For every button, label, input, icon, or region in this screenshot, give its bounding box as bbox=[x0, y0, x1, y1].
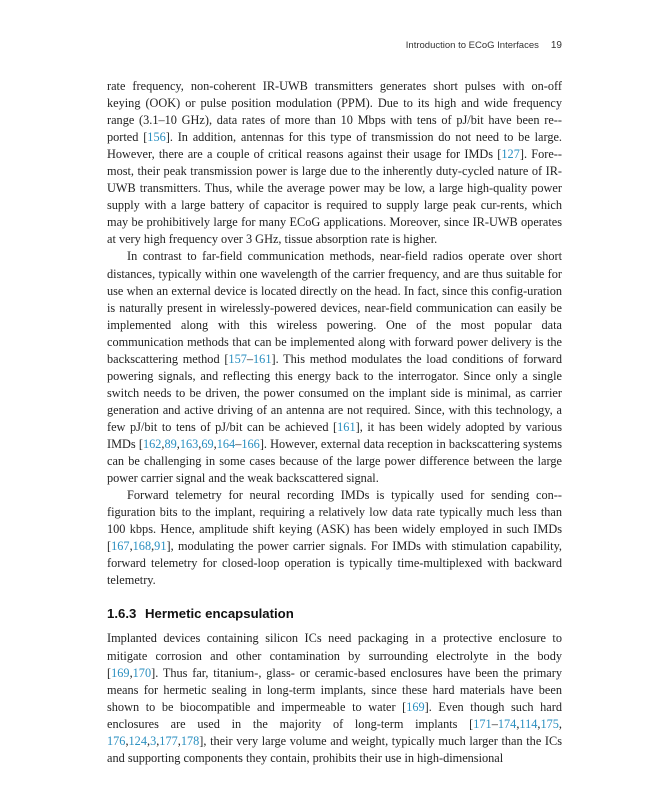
paragraph bbox=[107, 487, 562, 589]
paragraph-text: , bbox=[213, 436, 217, 451]
citation-link[interactable]: 69 bbox=[201, 436, 214, 451]
paragraph-text: ], their very large volume and weight, typically much larger than the ICs and supporting components they contain, prohibits their use in high-dimensional bbox=[107, 733, 562, 765]
body-text bbox=[107, 78, 562, 767]
citation-link[interactable]: 171 bbox=[473, 716, 492, 731]
citation-link[interactable]: 169 bbox=[406, 699, 425, 714]
paragraph-text: , bbox=[516, 716, 520, 731]
citation-link[interactable]: 3 bbox=[150, 733, 157, 748]
paragraph-text: – bbox=[235, 436, 242, 451]
paragraph-text: , bbox=[129, 665, 133, 680]
citation-link[interactable]: 168 bbox=[132, 539, 152, 554]
citation-link[interactable]: 170 bbox=[132, 665, 152, 680]
citation-link[interactable]: 91 bbox=[154, 539, 167, 554]
citation-link[interactable]: 127 bbox=[501, 147, 520, 162]
paragraph-text: ], modulating the power carrier signals. For IMDs with stimulation capability, forward telemetry for closed-loop operation is typically time-multiplexed with backward telemetry. bbox=[107, 539, 562, 588]
running-title: Introduction to ECoG Interfaces bbox=[405, 40, 539, 51]
paragraph-text: ]. However, external data reception in backscattering systems can be challenging in some cases because of the large power difference between the large power carrier signal and the weak backscattered signal. bbox=[107, 436, 562, 486]
paragraph bbox=[107, 248, 562, 487]
citation-link[interactable]: 157 bbox=[228, 351, 247, 366]
paragraph-text: , bbox=[558, 716, 562, 731]
citation-link[interactable]: 156 bbox=[147, 130, 166, 145]
paragraph-text: ], it has been widely adopted by various IMDs [ bbox=[107, 419, 562, 451]
paragraph-text: , bbox=[161, 436, 165, 451]
citation-link[interactable]: 114 bbox=[519, 716, 538, 731]
paragraph-text: , bbox=[177, 733, 181, 748]
paragraph-text: – bbox=[491, 716, 498, 731]
paragraph-text: ]. This method modulates the load conditions of forward powering signals, and reflecting this energy back to the interrogator. Since only a single switch needs to be driven, the power consumed on the implant side is minimal, as carrier generation and active driving of an antenna are not required. Since, with this technology, a few pJ/bit to tens of pJ/bit can be achieved [ bbox=[107, 351, 562, 434]
citation-link[interactable]: 89 bbox=[164, 436, 177, 451]
page-number: 19 bbox=[550, 40, 562, 51]
citation-link[interactable]: 177 bbox=[159, 733, 178, 748]
citation-link[interactable]: 161 bbox=[337, 419, 356, 434]
citation-link[interactable]: 124 bbox=[128, 733, 147, 748]
paragraph-text: ]. Fore-most, their peak transmission power is large due to the inherently duty-cycled nature of IR-UWB transmitters. Thus, while the average power may be low, a large high-quality power supply with a large battery of capacitor is required to supply large peak cur-rents, which may be prohibitively large for many ECoG applications. Moreover, since IR-UWB operates at very high frequency over 3 GHz, tissue absorption rate is higher. bbox=[107, 147, 563, 247]
paragraph-text: rate frequency, non-coherent IR-UWB transmitters generates short pulses with on-off keying (OOK) or pulse position modulation (PPM). Due to its high and wide frequency range (3.1–10 GHz), data rates of more than 10 Mbps with tens of pJ/bit have been re-ported [ bbox=[107, 79, 562, 145]
citation-link[interactable]: 175 bbox=[540, 716, 559, 731]
paragraph-text: ]. Even though such hard enclosures are used in the majority of long-term implants [ bbox=[107, 699, 562, 731]
section-title: Hermetic encapsulation bbox=[145, 606, 294, 622]
paragraph bbox=[107, 630, 562, 766]
citation-link[interactable]: 162 bbox=[142, 436, 162, 451]
paragraph-text: , bbox=[156, 733, 160, 748]
paragraph-text: , bbox=[176, 436, 180, 451]
paragraph-text: Forward telemetry for neural recording IMDs is typically used for sending con-figuration bits to the implant, requiring a relatively low data rate typically much less than 100 kbps. Hence, amplitude shift keying (ASK) has been widely employed in such IMDs [ bbox=[107, 488, 562, 554]
paragraph-text: In contrast to far-field communication methods, near-field radios operate over short distances, typically within one wavelength of the carrier frequency, and are thus suitable for use when an external device is located directly on the head. In fact, since this config-uration is naturally present in wirelessly-powered devices, near-field communication can easily be implemented along with this wireless powering. One of the most popular data communication methods that can be implemented along with forward power delivery is the backscattering method [ bbox=[107, 249, 562, 366]
paragraph-text: , bbox=[125, 733, 129, 748]
citation-link[interactable]: 161 bbox=[253, 351, 272, 366]
paragraph-text: , bbox=[129, 539, 133, 554]
citation-link[interactable]: 164 bbox=[216, 436, 236, 451]
paragraph-text: – bbox=[246, 351, 254, 366]
paragraph-text: , bbox=[537, 716, 541, 731]
citation-link[interactable]: 163 bbox=[179, 436, 199, 451]
citation-link[interactable]: 174 bbox=[497, 716, 517, 731]
paragraph-text: ]. Thus far, titanium-, glass- or ceramic-based enclosures have been the primary means for hermetic sealing in long-term implants, since these hard materials have been shown to be biocompatible and impermeable to water [ bbox=[107, 665, 562, 714]
paragraph-text: , bbox=[146, 733, 151, 748]
paragraph bbox=[107, 78, 562, 248]
citation-link[interactable]: 176 bbox=[107, 733, 126, 748]
citation-link[interactable]: 167 bbox=[111, 539, 130, 554]
section-number: 1.6.3 bbox=[107, 606, 137, 622]
running-header bbox=[406, 40, 562, 51]
citation-link[interactable]: 169 bbox=[111, 665, 130, 680]
paragraph-text: , bbox=[151, 539, 155, 554]
paragraph-text: Implanted devices containing silicon ICs need packaging in a protective enclosure to mitigate corrosion and other contamination by surrounding electrolyte in the body [ bbox=[107, 631, 562, 680]
paragraph-text: , bbox=[198, 436, 202, 451]
citation-link[interactable]: 166 bbox=[241, 436, 260, 451]
section-heading bbox=[107, 605, 562, 622]
citation-link[interactable]: 178 bbox=[180, 733, 200, 748]
paragraph-text: ]. In addition, antennas for this type of transmission do not need to be large. However, there are a couple of critical reasons against their usage for IMDs [ bbox=[107, 130, 562, 162]
